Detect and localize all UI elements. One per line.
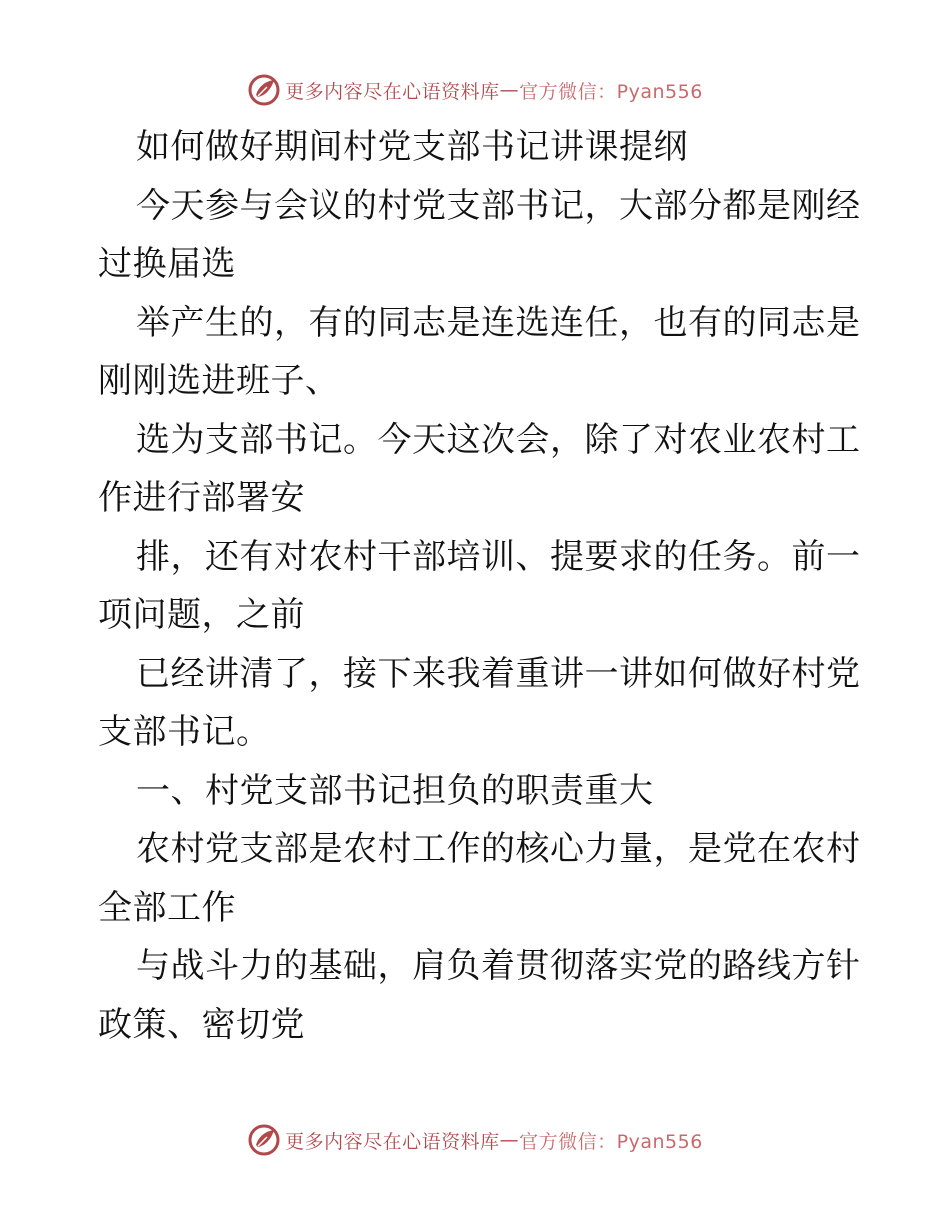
watermark-wechat: 官方微信：Pyan556 (519, 1130, 703, 1153)
text-line: 支部书记。 (98, 712, 271, 752)
text-line: 政策、密切党 (98, 1004, 305, 1045)
text-line: 已经讲清了，接下来我着重讲一讲如何做好村党 (136, 653, 861, 694)
footer-watermark (0, 1120, 950, 1160)
text-line: 如何做好期间村党支部书记讲课提纲 (136, 127, 688, 167)
text-line: 选为支部书记。今天这次会，除了对农业农村工 (136, 419, 861, 460)
text-line: 与战斗力的基础，肩负着贯彻落实党的路线方针 (136, 946, 861, 986)
watermark-brand: 更多内容尽在心语资料库 (285, 1130, 500, 1153)
leaf-logo-icon (247, 1123, 281, 1157)
text-line: 过换届选 (98, 244, 236, 284)
text-line: 全部工作 (98, 887, 236, 928)
text-line: 举产生的，有的同志是连选连任，也有的同志是 (136, 302, 861, 343)
text-line: 排，还有对农村干部培训、提要求的任务。前一 (136, 536, 861, 577)
text-line: 今天参与会议的村党支部书记，大部分都是刚经 (136, 185, 861, 226)
document-body (98, 118, 861, 1054)
text-line: 农村党支部是农村工作的核心力量，是党在农村 (136, 829, 861, 869)
text-line: 一、村党支部书记担负的职责重大 (136, 770, 654, 811)
leaf-logo-icon (247, 73, 281, 107)
watermark-separator: — (499, 1129, 520, 1151)
header-watermark (0, 70, 950, 110)
watermark-brand: 更多内容尽在心语资料库 (285, 80, 500, 103)
text-line: 项问题，之前 (98, 595, 305, 635)
watermark-separator: — (499, 79, 520, 101)
text-line: 作进行部署安 (98, 478, 305, 518)
watermark-wechat: 官方微信：Pyan556 (519, 80, 703, 103)
text-line: 刚刚选进班子、 (98, 361, 340, 401)
